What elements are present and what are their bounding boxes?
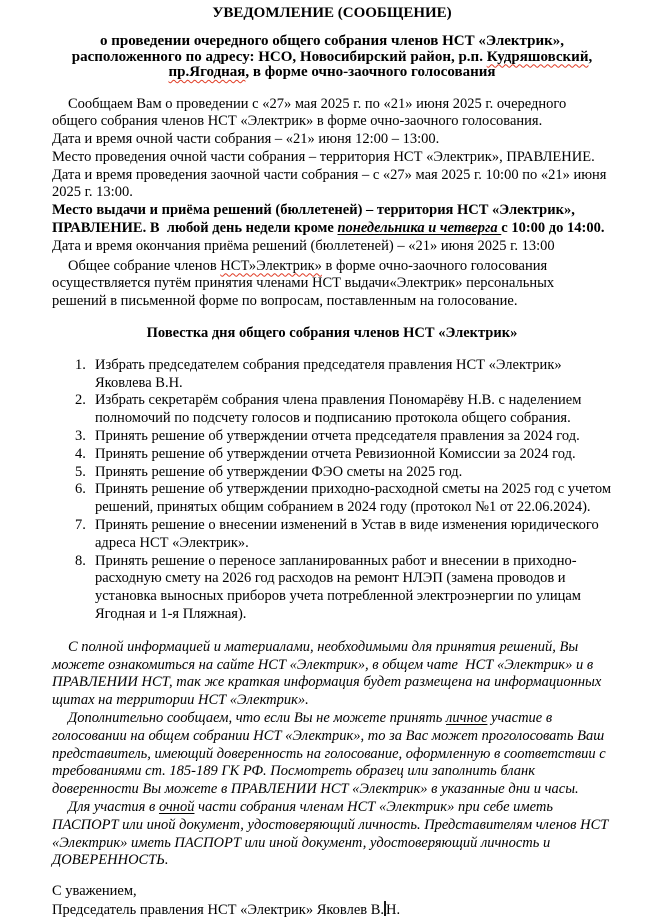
- agenda-item[interactable]: [52, 446, 612, 464]
- meeting-info-ballot-place[interactable]: [52, 202, 612, 238]
- meeting-info-inperson-datetime[interactable]: Дата и время очной части собрания – «21» июня 12:00 – 13:00.: [52, 131, 440, 148]
- agenda-item-text: Избрать секретарём собрания члена правления Пономарёву Н.В. с наделением полномочий по подсчету голосов и подписанию протокола общего собрания.: [95, 392, 586, 427]
- text-segment: участие в голосовании на общем собрании НСТ «Электрик», то за Вас может проголосовать Ваш представитель, имеющий доверенность на голосование, оформленную в соответствии с требованиями ст. 185-189 ГК РФ. Посмотреть образец или заполнить бланк доверенности Вы можете в ПРАВЛЕНИИ НСТ «Электрик» в указанные дни и часы.: [52, 710, 610, 798]
- paragraph-proxy-voting[interactable]: [52, 710, 612, 799]
- text-segment: в форме очно-заочного голосования осуществляется путём принятия членами НСТ выдачи«Электрик» персональных решений в письменной форме по вопросам, поставленным на голосование.: [52, 257, 558, 310]
- agenda-item[interactable]: [52, 481, 615, 517]
- agenda-item-number: 7.: [75, 517, 86, 534]
- agenda-item[interactable]: [52, 428, 612, 446]
- agenda-item-number: 6.: [75, 481, 86, 498]
- doc-subtitle[interactable]: [52, 34, 612, 81]
- meeting-info-absentee-datetime[interactable]: Дата и время проведения заочной части собрания – с «27» мая 2025 г. 10:00 по «21» июня 2025 г. 13:00.: [52, 166, 611, 201]
- agenda-list: [52, 356, 615, 624]
- spellcheck-flagged-word: Кудряшовский: [486, 48, 589, 65]
- paragraph-information-sources[interactable]: С полной информацией и материалами, необходимыми для принятия решений, Вы можете ознакомиться на сайте НСТ «Электрик», в общем чате НСТ «Электрик» и в ПРАВЛЕНИИ НСТ, так же краткая информация будет размещена на информационных щитах на территории НСТ «Электрик».: [52, 638, 605, 709]
- agenda-item-number: 3.: [75, 428, 86, 445]
- agenda-item-number: 2.: [75, 392, 86, 409]
- underlined-text: личное: [446, 710, 488, 726]
- agenda-heading[interactable]: Повестка дня общего собрания членов НСТ «Электрик»: [146, 325, 518, 342]
- agenda-item[interactable]: [52, 553, 612, 624]
- closing-line[interactable]: С уважением,: [52, 883, 137, 900]
- paragraph-voting-procedure[interactable]: [52, 258, 612, 311]
- spellcheck-flagged-word: НСТ»Электрик»: [220, 257, 322, 274]
- meeting-info-inperson-place[interactable]: Место проведения очной части собрания – территория НСТ «Электрик», ПРАВЛЕНИЕ.: [52, 148, 595, 165]
- agenda-item-text: Избрать председателем собрания председателя правления НСТ «Электрик» Яковлева В.Н.: [95, 356, 566, 391]
- text-segment: Общее собрание членов: [68, 257, 221, 274]
- agenda-item-number: 5.: [75, 463, 86, 480]
- agenda-item-text: Принять решение об утверждении ФЭО сметы на 2025 год.: [95, 463, 463, 480]
- agenda-item[interactable]: [52, 517, 612, 553]
- agenda-item-number: 4.: [75, 445, 86, 462]
- agenda-item-number: 8.: [75, 552, 86, 569]
- paragraph-attendance-documents[interactable]: [52, 799, 612, 870]
- agenda-item[interactable]: [52, 357, 612, 393]
- text-segment: Дополнительно сообщаем, что если Вы не можете принять: [68, 710, 447, 726]
- signature-line[interactable]: [52, 901, 612, 920]
- agenda-item-text: Принять решение о внесении изменений в Устав в виде изменения юридического адреса НСТ «Электрик».: [95, 517, 603, 551]
- agenda-item-text: Принять решение о переносе запланированных работ и внесении в приходно-расходную смету на 2026 год расходов на ремонт НЛЭП (замена проводов и установка выносных приборов учета потребленной электроэнергии по улицам Ягодная и 1-я Пляжная).: [95, 552, 585, 623]
- agenda-item-text: Принять решение об утверждении отчета председателя правления за 2024 год.: [95, 428, 580, 445]
- text-segment: с 10:00 до 14:00.: [501, 220, 605, 237]
- agenda-item-text: Принять решение об утверждении отчета Ревизионной Комиссии за 2024 год.: [95, 445, 576, 462]
- agenda-item-text: Принять решение об утверждении приходно-расходной сметы на 2025 год с учетом решений, принятых общим собранием в 2024 году (протокол №1 от 22.06.2024).: [95, 481, 615, 516]
- agenda-item[interactable]: [52, 392, 612, 428]
- underlined-text: очной: [158, 798, 195, 815]
- agenda-item[interactable]: [52, 464, 612, 482]
- text-segment: Председатель правления НСТ «Электрик» Яковлев В.: [52, 901, 385, 918]
- agenda-item-number: 1.: [75, 356, 86, 373]
- text-segment: части собрания членам НСТ «Электрик» при себе иметь ПАСПОРТ или иной документ, удостоверяющий личность. Представителям членов НСТ «Электрик» иметь ПАСПОРТ или иной документ, удостоверяющий личность и ДОВЕРЕННОСТЬ.: [52, 798, 612, 869]
- text-segment: Для участия в: [68, 798, 159, 815]
- text-segment: о проведении очередного общего собрания членов НСТ «Электрик», расположенного по адресу: НСО, Новосибирский район, р.п.: [71, 33, 568, 65]
- text-segment: , в форме очно-заочного голосования: [245, 64, 496, 80]
- spellcheck-flagged-word: пр.Ягодная: [168, 64, 246, 80]
- text-segment: ,: [588, 48, 596, 65]
- text-segment: Место выдачи и приёма решений (бюллетеней) – территория НСТ «Электрик», ПРАВЛЕНИЕ. В любой день недели кроме: [52, 202, 579, 237]
- text-segment: Н.: [386, 901, 401, 918]
- meeting-info-ballot-deadline[interactable]: Дата и время окончания приёма решений (бюллетеней) – «21» июня 2025 г. 13:00: [52, 237, 555, 254]
- paragraph-intro[interactable]: Сообщаем Вам о проведении с «27» мая 2025 г. по «21» июня 2025 г. очередного общего собрания членов НСТ «Электрик» в форме очно-заочного голосования.: [52, 95, 570, 130]
- doc-title[interactable]: УВЕДОМЛЕНИЕ (СООБЩЕНИЕ): [212, 5, 452, 21]
- underlined-text: понедельника и четверга: [337, 220, 502, 237]
